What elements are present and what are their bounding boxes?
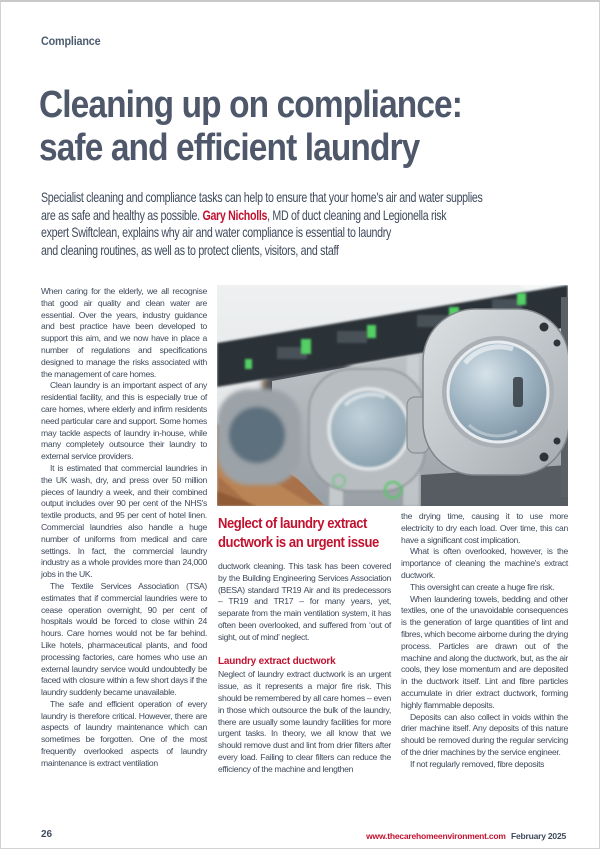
column-right	[401, 511, 568, 816]
article-title	[39, 84, 520, 170]
website-url: www.thecarehomeenvironment.com	[366, 831, 506, 841]
body-paragraph: What is often overlooked, however, is the importance of cleaning the machine's extract ductwork.	[401, 546, 568, 580]
standfirst	[41, 189, 600, 259]
laundry-machines-illustration	[217, 285, 568, 506]
column-left	[41, 286, 207, 814]
body-paragraph: Neglect of laundry extract ductwork is an urgent issue, as it represents a major fire risk. This should be remembered by all care homes – even in those which outsource the bulk of the laundry, there are usually some laundry facilities for more urgent tasks. In theory, we all know that we should remove dust and lint from drier filters after every load. Failing to clear filters can reduce the efficiency of the machine and lengthen	[218, 669, 391, 774]
section-kicker: Compliance	[41, 34, 101, 48]
column-middle	[218, 514, 391, 816]
body-paragraph: The safe and efficient operation of every laundry is therefore critical. However, there are aspects of laundry maintenance which can sometimes be forgotten. One of the most frequently overlooked aspects of laundry maintenance is extract ventilation	[41, 698, 207, 768]
subhead-laundry-extract-ductwork: Laundry extract ductwork	[218, 655, 336, 667]
standfirst-line: Specialist cleaning and compliance tasks can help to ensure that your home's air and water supplies	[41, 189, 483, 205]
laundry-machines-photo	[217, 285, 568, 506]
author-name: Gary Nicholls	[202, 206, 268, 223]
standfirst-line	[41, 207, 483, 225]
body-paragraph: the drying time, causing it to use more electricity to dry each load. Over time, this can have a significant cost implication.	[401, 511, 568, 545]
body-paragraph: When laundering towels, bedding and other textiles, one of the unavoidable consequences is the generation of large quantities of lint and fibres, which become airborne during the drying process. Particles are drawn out of the machine and along the ductwork, but, as the air cools, they lose momentum and are deposited in the ductwork itself. Lint and fibre particles accumulate in drier extract ductwork, forming highly flammable deposits.	[401, 593, 568, 710]
standfirst-line: and cleaning routines, as well as to protect clients, visitors, and staff	[41, 241, 339, 258]
standfirst-text: are as safe and healthy as possible.	[41, 206, 203, 223]
standfirst-line: expert Swiftclean, explains why air and water compliance is essential to laundry	[41, 224, 392, 240]
body-paragraph: The Textile Services Association (TSA) estimates that if commercial laundries were to cease operation overnight, 90 per cent of hospitals would be forced to close within 24 hours. Care homes would not be far behind. Like hotels, pharmaceutical plants, and food processing factories, care homes who use an external laundry service would undoubtedly be faced with closure within a few short days if the laundry suddenly became unavailable.	[41, 580, 207, 698]
body-paragraph: If not regularly removed, fibre deposits	[410, 758, 545, 769]
body-paragraph: Clean laundry is an important aspect of any residential facility, and this is especially true of care homes, where elderly and infirm residents need particular care and support. Some homes may tackle aspects of laundry in-house, while many completely outsource their laundry to external service providers.	[41, 380, 207, 462]
body-paragraph: It is estimated that commercial laundries in the UK wash, dry, and press over 50 million pieces of laundry a week, and their combined output includes over 90 per cent of the NHS's textile products, and 95 per cent of hotel linen. Commercial laundries also handle a huge number of uniforms from medical and care settings. In fact, the commercial laundry industry as a whole provides more than 24,000 jobs in the UK.	[41, 462, 207, 580]
title-line-2: safe and efficient laundry	[39, 127, 420, 169]
body-paragraph: ductwork cleaning. This task has been covered by the Building Engineering Services Association (BESA) standard TR19 Air and its predecessors – TR19 and TR17 – for many years, yet, separate from the main ventilation system, it has often been overlooked, and suffered from ‘out of sight, out of mind’ neglect.	[218, 561, 391, 642]
standfirst-text: , MD of duct cleaning and Legionella risk	[267, 206, 447, 223]
title-line-1: Cleaning up on compliance:	[39, 84, 463, 126]
pull-quote: Neglect of laundry extract ductwork is an urgent issue	[218, 515, 379, 551]
issue-date: February 2025	[510, 831, 566, 841]
footer-credit	[366, 831, 566, 841]
body-paragraph: When caring for the elderly, we all recognise that good air quality and clean water are essential. Over the years, industry guidance and best practice have been developed to support this aim, and we now have in place a number of regulations and specifications designed to manage the risks associated with the management of care homes.	[41, 286, 207, 379]
page-number: 26	[41, 829, 53, 840]
body-paragraph: This oversight can create a huge fire risk.	[410, 581, 555, 592]
body-paragraph: Deposits can also collect in voids within the drier machine itself. Any deposits of this nature should be removed during the regular servicing of the drier machines by the service engineer.	[401, 711, 568, 757]
